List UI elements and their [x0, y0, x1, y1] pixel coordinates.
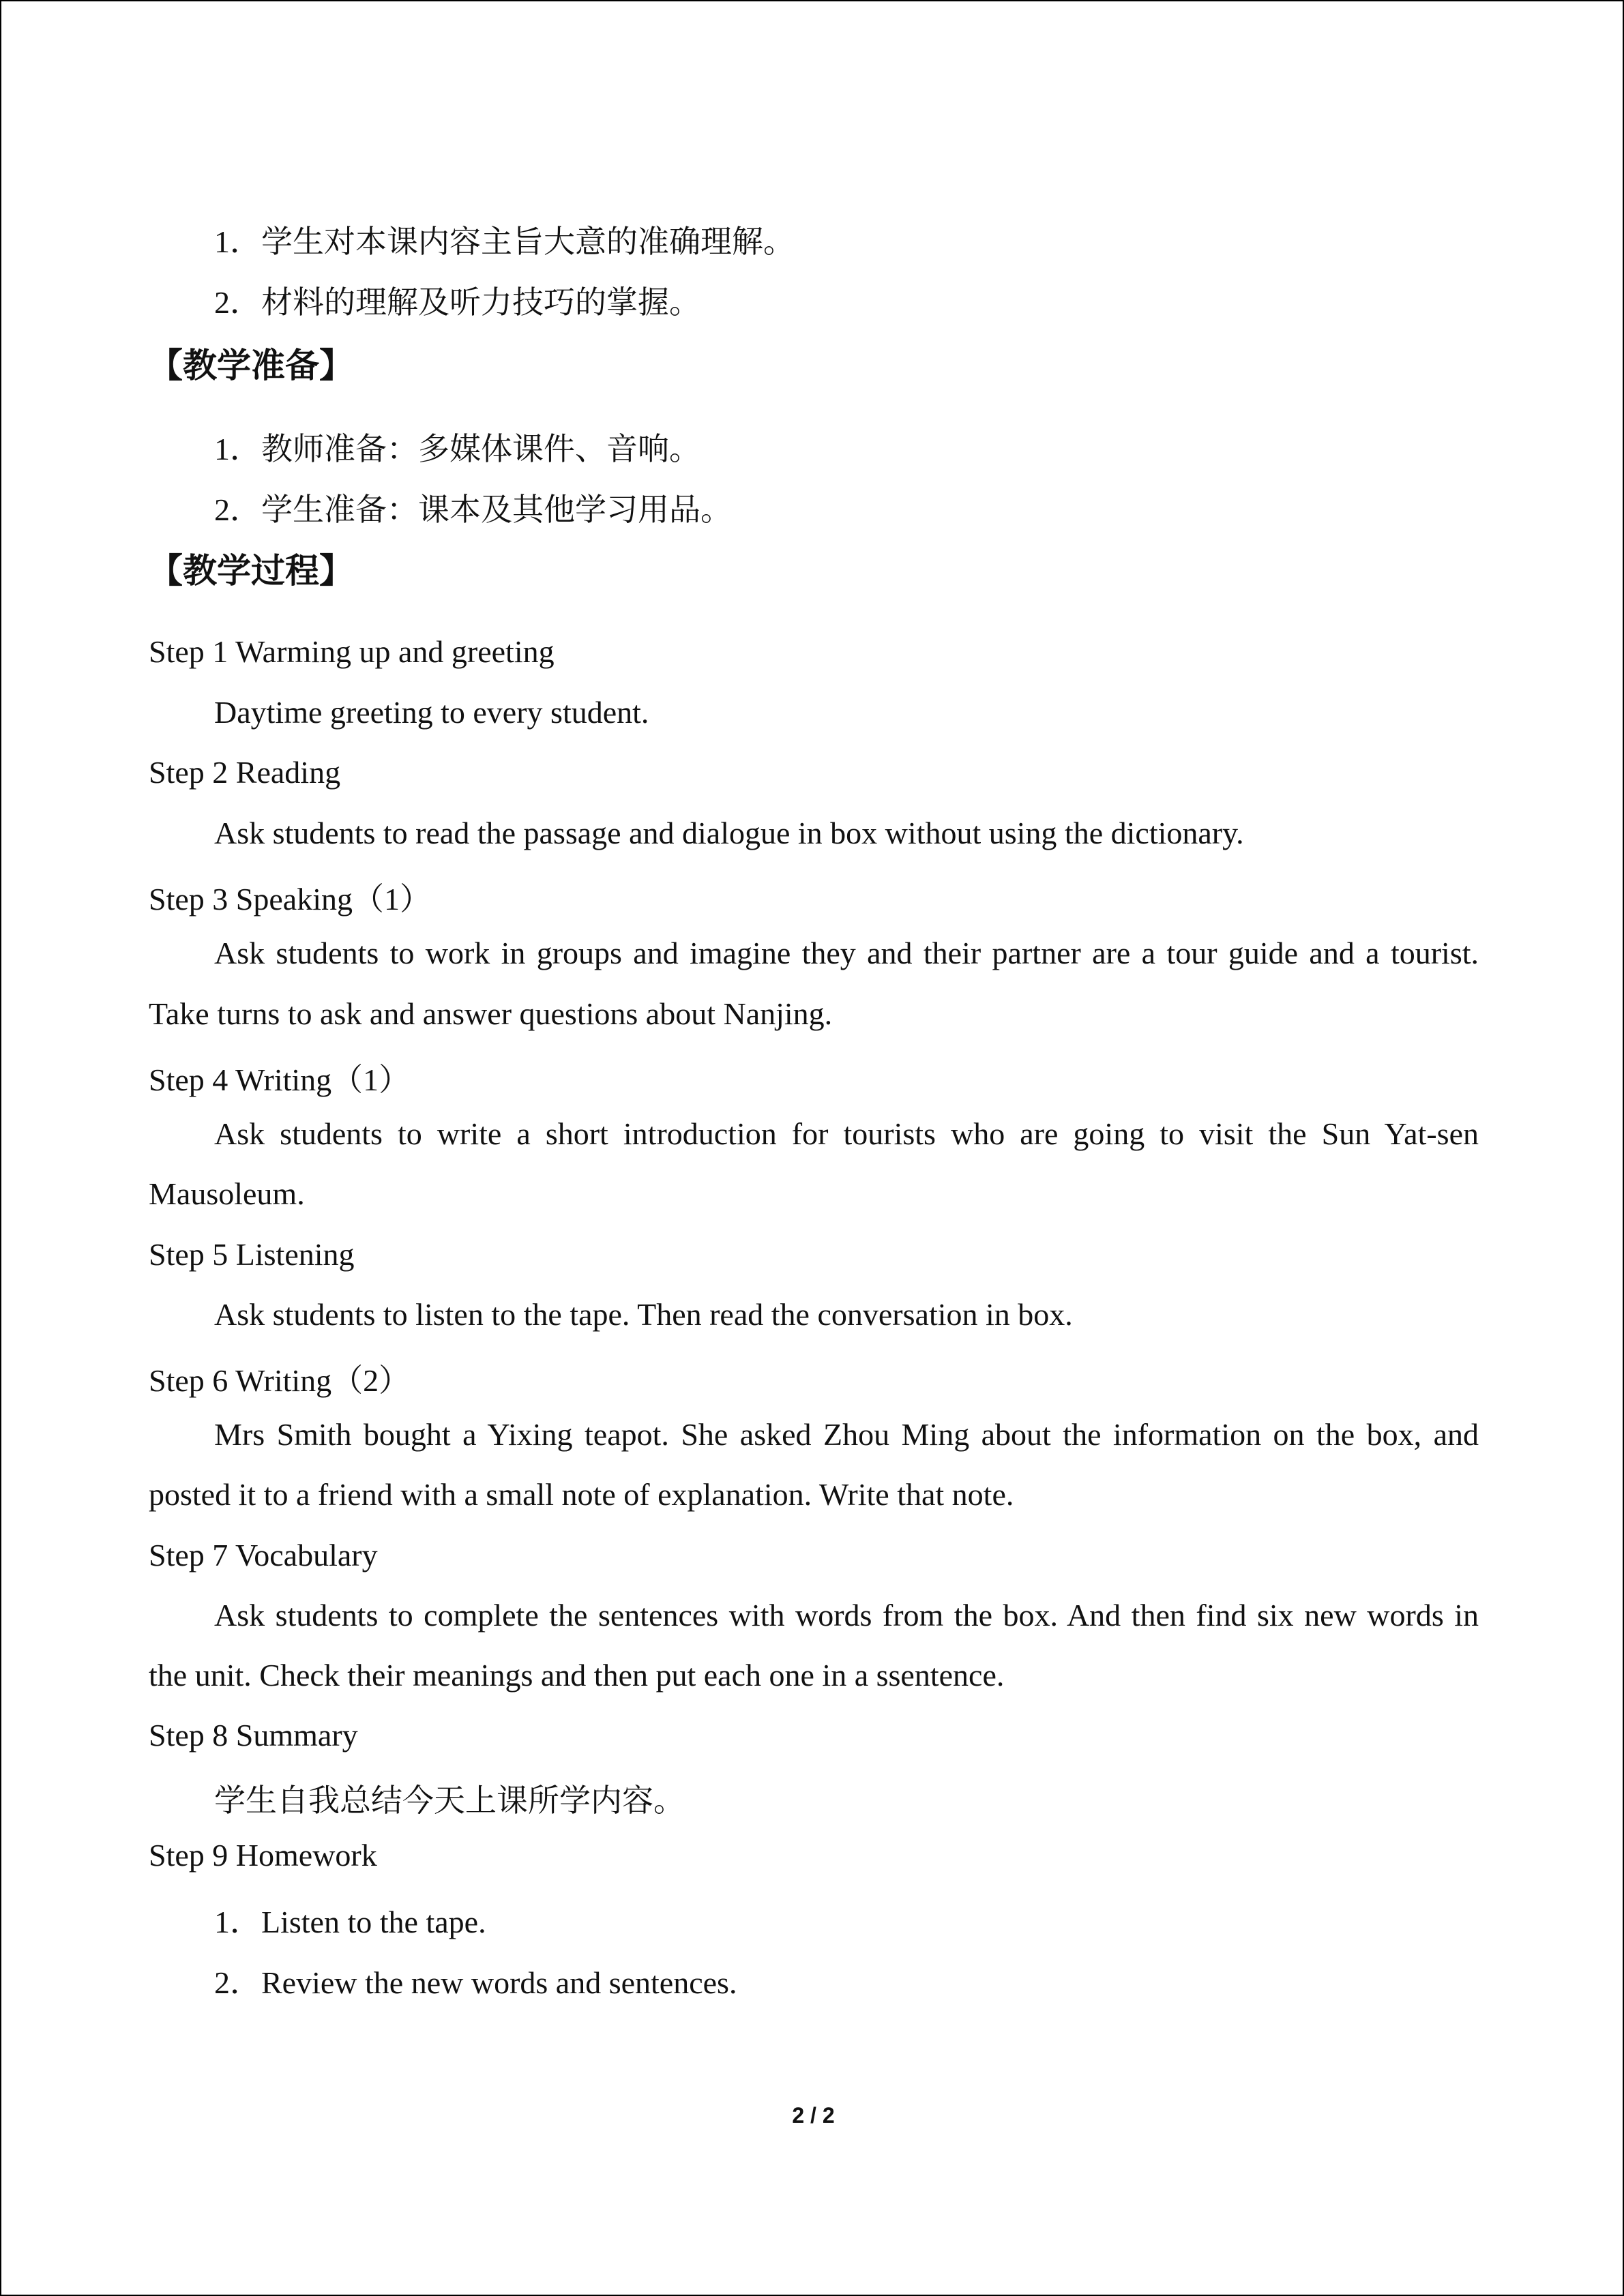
prep-item-2: 2．学生准备：课本及其他学习用品。: [214, 492, 732, 527]
step-3-body-line-2: Take turns to ask and answer questions about Nanjing.: [149, 996, 833, 1031]
objective-item-2: 2．材料的理解及听力技巧的掌握。: [214, 285, 700, 320]
step-6-body-line-1: Mrs Smith bought a Yixing teapot. She asked Zhou Ming about the information on the box, and: [214, 1417, 1479, 1452]
prep-heading: 【教学准备】: [149, 346, 353, 385]
step-3-body-line-1: Ask students to work in groups and imagine they and their partner are a tour guide and a tourist.: [214, 936, 1479, 970]
step-6-title: Step 6 Writing（2）: [149, 1363, 411, 1398]
step-1-title: Step 1 Warming up and greeting: [149, 634, 555, 669]
homework-item-1: 1．Listen to the tape.: [214, 1905, 486, 1939]
step-5-body: Ask students to listen to the tape. Then read the conversation in box.: [214, 1297, 1073, 1332]
step-1-body: Daytime greeting to every student.: [214, 695, 649, 730]
step-9-title: Step 9 Homework: [149, 1838, 377, 1873]
page-number: 2 / 2: [792, 2103, 835, 2128]
prep-item-1: 1．教师准备：多媒体课件、音响。: [214, 432, 700, 466]
step-8-body: 学生自我总结今天上课所学内容。: [214, 1783, 685, 1818]
step-7-body-line-2: the unit. Check their meanings and then put each one in a ssentence.: [149, 1658, 1005, 1693]
step-7-body-line-1: Ask students to complete the sentences with words from the box. And then find six new words in: [214, 1598, 1479, 1632]
step-3-title: Step 3 Speaking（1）: [149, 882, 431, 916]
step-5-title: Step 5 Listening: [149, 1237, 355, 1272]
step-4-title: Step 4 Writing（1）: [149, 1062, 411, 1097]
step-2-title: Step 2 Reading: [149, 755, 341, 790]
homework-item-2: 2．Review the new words and sentences.: [214, 1965, 737, 2000]
step-2-body: Ask students to read the passage and dialogue in box without using the dictionary.: [214, 816, 1244, 850]
step-7-title: Step 7 Vocabulary: [149, 1538, 378, 1572]
step-8-title: Step 8 Summary: [149, 1718, 358, 1753]
step-4-body-line-2: Mausoleum.: [149, 1176, 305, 1211]
objective-item-1: 1．学生对本课内容主旨大意的准确理解。: [214, 224, 795, 259]
step-6-body-line-2: posted it to a friend with a small note of explanation. Write that note.: [149, 1477, 1014, 1512]
step-4-body-line-1: Ask students to write a short introduction for tourists who are going to visit the Sun Yat-sen: [214, 1116, 1479, 1151]
process-heading: 【教学过程】: [149, 551, 353, 591]
